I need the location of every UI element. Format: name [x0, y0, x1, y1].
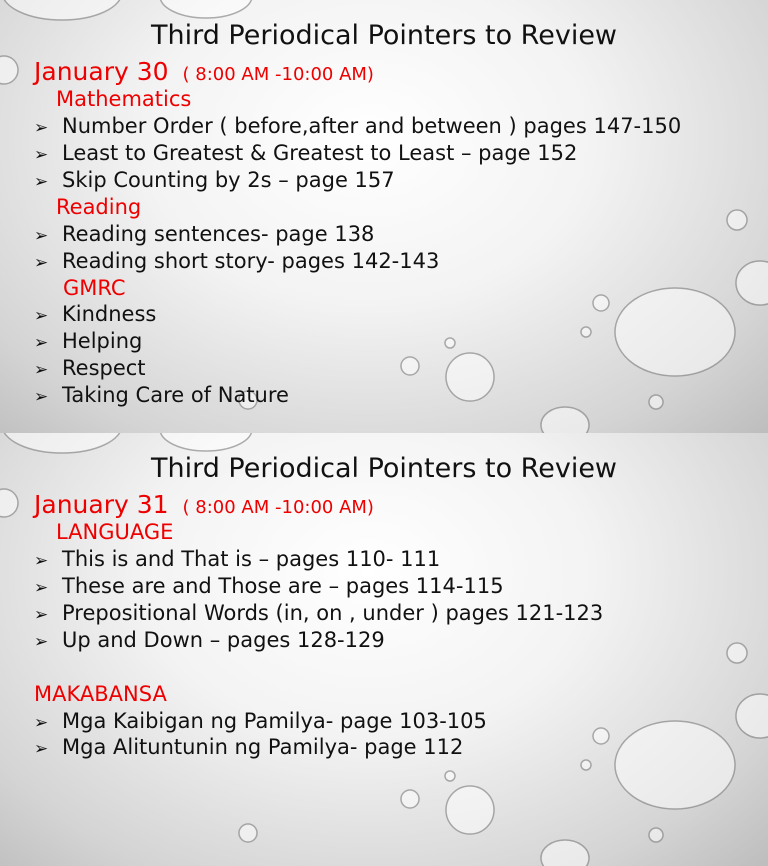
section-heading-makabansa: MAKABANSA: [34, 682, 167, 706]
section-heading-mathematics: Mathematics: [56, 87, 192, 111]
section-heading-language: LANGUAGE: [56, 520, 174, 544]
arrowhead-bullet-icon: ➢: [34, 118, 49, 138]
section-heading-gmrc: GMRC: [63, 276, 126, 300]
date-label: January 31: [34, 490, 169, 519]
arrowhead-bullet-icon: ➢: [34, 578, 49, 598]
section-heading-reading: Reading: [56, 195, 142, 219]
list-item: ➢ Mga Alituntunin ng Pamilya- page 112: [34, 735, 464, 759]
list-item: ➢ Kindness: [34, 302, 157, 326]
arrowhead-bullet-icon: ➢: [34, 387, 49, 407]
time-label: ( 8:00 AM -10:00 AM): [182, 497, 374, 518]
arrowhead-bullet-icon: ➢: [34, 739, 49, 759]
list-item: ➢ Taking Care of Nature: [34, 383, 289, 407]
list-item: ➢ Reading short story- pages 142-143: [34, 249, 440, 273]
list-item: ➢ Helping: [34, 329, 143, 353]
list-item: ➢ Prepositional Words (in, on , under ) pages 121-123: [34, 601, 604, 625]
arrowhead-bullet-icon: ➢: [34, 360, 49, 380]
list-item: ➢ Least to Greatest & Greatest to Least – page 152: [34, 141, 578, 165]
list-item: ➢ These are and Those are – pages 114-115: [34, 574, 504, 598]
list-item: ➢ Skip Counting by 2s – page 157: [34, 168, 395, 192]
arrowhead-bullet-icon: ➢: [34, 605, 49, 625]
date-label: January 30: [34, 57, 169, 86]
list-item: ➢ Mga Kaibigan ng Pamilya- page 103-105: [34, 709, 487, 733]
arrowhead-bullet-icon: ➢: [34, 306, 49, 326]
slide-2: [0, 433, 768, 866]
arrowhead-bullet-icon: ➢: [34, 253, 49, 273]
slide-title: Third Periodical Pointers to Review: [150, 453, 618, 484]
time-label: ( 8:00 AM -10:00 AM): [182, 64, 374, 85]
arrowhead-bullet-icon: ➢: [34, 333, 49, 353]
arrowhead-bullet-icon: ➢: [34, 145, 49, 165]
list-item: ➢ Up and Down – pages 128-129: [34, 628, 385, 652]
list-item: ➢ This is and That is – pages 110- 111: [34, 547, 441, 571]
exam-date: [34, 490, 374, 519]
list-item: ➢ Respect: [34, 356, 146, 380]
arrowhead-bullet-icon: ➢: [34, 172, 49, 192]
arrowhead-bullet-icon: ➢: [34, 551, 49, 571]
arrowhead-bullet-icon: ➢: [34, 226, 49, 246]
arrowhead-bullet-icon: ➢: [34, 632, 49, 652]
list-item: ➢ Reading sentences- page 138: [34, 222, 375, 246]
slide-title: Third Periodical Pointers to Review: [150, 20, 618, 51]
exam-date: [34, 57, 374, 86]
arrowhead-bullet-icon: ➢: [34, 713, 49, 733]
list-item: ➢ Number Order ( before,after and between ) pages 147-150: [34, 114, 682, 138]
